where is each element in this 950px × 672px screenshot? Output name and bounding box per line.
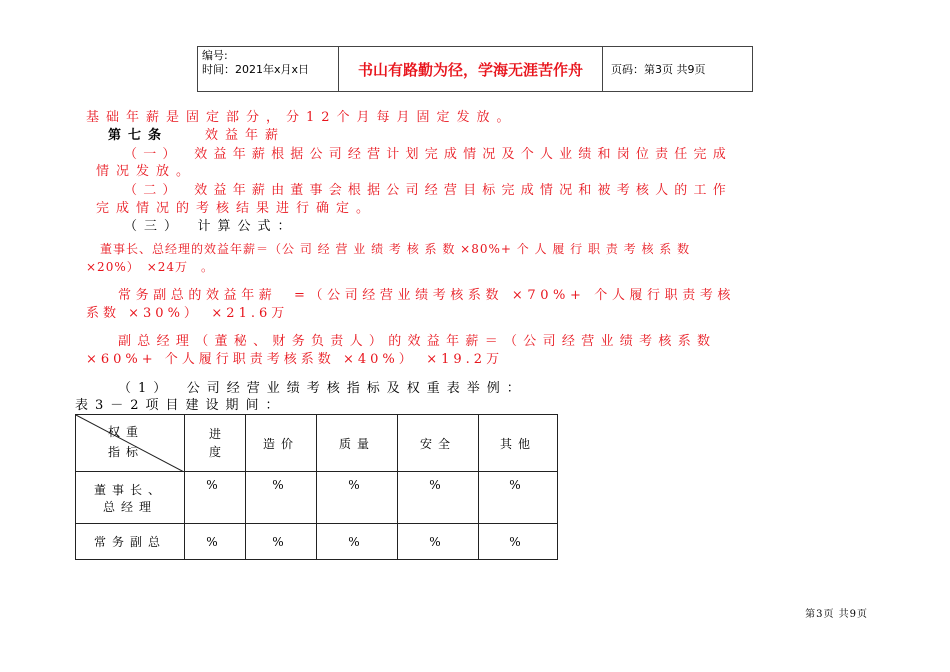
col-header: 安全 bbox=[398, 415, 479, 472]
cell: % bbox=[185, 472, 246, 524]
cell: % bbox=[246, 524, 317, 560]
cell: % bbox=[317, 472, 398, 524]
cell: % bbox=[398, 472, 479, 524]
base-salary-line: 基础年薪是固定部分，分12个月每月固定发放。 bbox=[86, 110, 517, 125]
header-page-code: 页码：第3页 共9页 bbox=[611, 63, 706, 76]
para-2a: （二） 效益年薪由董事会根据公司经营目标完成情况和被考核人的工作 bbox=[124, 183, 732, 198]
cell: % bbox=[246, 472, 317, 524]
cell: % bbox=[317, 524, 398, 560]
col-header: 质量 bbox=[317, 415, 398, 472]
table-row bbox=[76, 524, 558, 560]
formula-1b: ×20%） ×24万 。 bbox=[86, 260, 215, 274]
header-motto: 书山有路勤为径，学海无涯苦作舟 bbox=[339, 47, 603, 91]
table-corner-cell bbox=[76, 415, 185, 472]
para-1a: （一） 效益年薪根据公司经营计划完成情况及个人业绩和岗位责任完成 bbox=[124, 147, 732, 162]
corner-top-label: 权重 bbox=[108, 425, 145, 439]
formula-2a: 常务副总的效益年薪 =（公司经营业绩考核系数 ×70%+ 个人履行职责考核 bbox=[118, 288, 736, 303]
formula-2b: 系数 ×30%） ×21.6万 bbox=[86, 306, 289, 321]
corner-bottom-label: 指标 bbox=[108, 445, 145, 459]
formula-1a: 董事长、总经理的效益年薪＝（公 司 经 营 业 绩 考 核 系 数 ×80%+ 个 人 履 行 职 责 考 核 系 数 bbox=[100, 242, 691, 256]
col-header: 造价 bbox=[246, 415, 317, 472]
header-meta bbox=[198, 47, 339, 91]
para-3: （三） 计算公式： bbox=[124, 219, 298, 234]
formula-3b: ×60%+ 个人履行职责考核系数 ×40%） ×19.2万 bbox=[86, 352, 504, 367]
col-header: 进度 bbox=[185, 415, 246, 472]
cell: % bbox=[398, 524, 479, 560]
row-label: 常务副总 bbox=[76, 524, 185, 560]
table-caption: 表3－2项目建设期间： bbox=[75, 398, 286, 413]
cell: % bbox=[479, 524, 558, 560]
subsection-1: （1） 公司经营业绩考核指标及权重表举例： bbox=[118, 381, 527, 396]
weight-table bbox=[75, 414, 558, 560]
para-2b: 完成情况的考核结果进行确定。 bbox=[96, 201, 377, 216]
article-title: 效益年薪 bbox=[205, 128, 286, 143]
table-row bbox=[76, 472, 558, 524]
code-label: 编号: bbox=[202, 49, 228, 62]
article-number: 第七条 bbox=[108, 128, 169, 143]
row-label: 董事长、 总经理 bbox=[76, 472, 185, 524]
cell: % bbox=[185, 524, 246, 560]
time-label: 时间：2021年x月x日 bbox=[202, 63, 310, 76]
formula-3a: 副总经理（董秘、财务负责人）的效益年薪＝（公司经营业绩考核系数 bbox=[118, 334, 717, 349]
page-header bbox=[197, 46, 753, 92]
para-1b: 情况发放。 bbox=[96, 164, 197, 179]
cell: % bbox=[479, 472, 558, 524]
col-header: 其他 bbox=[479, 415, 558, 472]
page-footer: 第3页 共9页 bbox=[805, 609, 868, 620]
